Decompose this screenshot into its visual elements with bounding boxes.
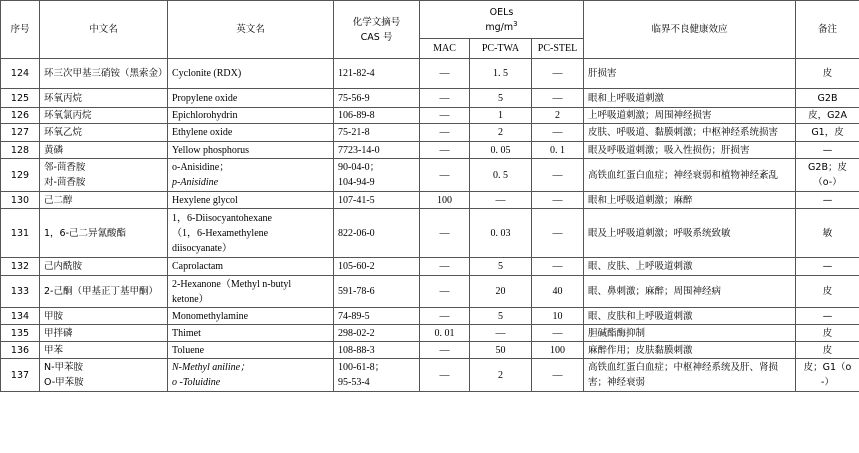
- cell-pc-stel: 0. 1: [532, 142, 584, 159]
- cell-no: 134: [1, 308, 40, 325]
- cell-note: 敏: [796, 209, 859, 258]
- cell-cas-line: 7723-14-0: [338, 144, 380, 156]
- table-row: [1, 89, 859, 108]
- cell-cn-name: [40, 142, 168, 159]
- cell-en-name-line: ketone）: [172, 293, 209, 305]
- cell-pc-stel: —: [532, 59, 584, 89]
- cell-cn-name: [40, 124, 168, 142]
- cell-effect: 眼及呼吸道刺激；吸入性损伤；肝损害: [584, 142, 796, 159]
- cell-cn-name: [40, 108, 168, 124]
- cell-en-name-line: N-Methyl aniline；: [172, 362, 251, 373]
- cell-cas-line: 104-94-9: [338, 177, 375, 188]
- cell-no: 130: [1, 192, 40, 209]
- cell-pc-twa: 2: [470, 359, 532, 392]
- header-oels: [420, 1, 584, 39]
- cell-cn-name-line: 甲拌磷: [44, 327, 73, 339]
- cell-en-name-line: o-Anisidine；: [172, 162, 230, 173]
- cell-effect: 皮肤、呼吸道、黏膜刺激；中枢神经系统损害: [584, 124, 796, 142]
- cell-cas: [334, 308, 420, 325]
- cell-effect: 肝损害: [584, 59, 796, 89]
- cell-effect: 上呼吸道刺激；周围神经损害: [584, 108, 796, 124]
- cell-no: 126: [1, 108, 40, 124]
- cell-pc-stel: 100: [532, 342, 584, 359]
- cell-cn-name-line: 对-茴香胺: [44, 177, 86, 188]
- cell-pc-stel: —: [532, 258, 584, 276]
- cell-note: —: [796, 258, 859, 276]
- cell-pc-stel: 40: [532, 276, 584, 308]
- header-cn-name: 中文名: [40, 1, 168, 59]
- cell-cn-name-line: 己二醇: [44, 194, 73, 206]
- cell-cas-line: 298-02-2: [338, 327, 375, 339]
- table-row: [1, 142, 859, 159]
- cell-cas: [334, 124, 420, 142]
- cell-pc-twa: 2: [470, 124, 532, 142]
- cell-cn-name: [40, 325, 168, 342]
- cell-en-name-line: p-Anisidine: [172, 177, 219, 188]
- cell-cas-line: 90-04-0；: [338, 162, 380, 173]
- header-cas-line1: 化学文摘号: [352, 16, 401, 28]
- cell-en-name-line: Epichlorohydrin: [172, 110, 238, 121]
- cell-note: 皮: [796, 276, 859, 308]
- cell-pc-twa: 0. 05: [470, 142, 532, 159]
- cell-effect: 眼和上呼吸道刺激: [584, 89, 796, 108]
- cell-pc-stel: —: [532, 124, 584, 142]
- cell-en-name-line: Cyclonite (RDX): [172, 68, 242, 79]
- cell-effect: 眼及上呼吸道刺激；呼吸系统致敏: [584, 209, 796, 258]
- cell-pc-twa: 0. 5: [470, 159, 532, 192]
- table-row: [1, 359, 859, 392]
- cell-en-name: [168, 59, 334, 89]
- cell-cas: [334, 258, 420, 276]
- cell-cn-name-line: 邻-茴香胺: [44, 162, 86, 173]
- cell-mac: —: [420, 209, 470, 258]
- cell-note: G2B: [796, 89, 859, 108]
- cell-no: 128: [1, 142, 40, 159]
- cell-en-name-line: Ethylene oxide: [172, 127, 233, 138]
- cell-cas-line: 108-88-3: [338, 344, 375, 356]
- cell-en-name: [168, 308, 334, 325]
- cell-effect: 眼和上呼吸道刺激；麻醉: [584, 192, 796, 209]
- cell-mac: 0. 01: [420, 325, 470, 342]
- cell-no: 136: [1, 342, 40, 359]
- cell-en-name-line: diisocyanate）: [172, 242, 232, 254]
- cell-no: 135: [1, 325, 40, 342]
- cell-pc-twa: 50: [470, 342, 532, 359]
- table-row: [1, 308, 859, 325]
- cell-cas: [334, 159, 420, 192]
- cell-cn-name-line: 环氧氯丙烷: [44, 110, 92, 121]
- cell-cas-line: 107-41-5: [338, 194, 375, 206]
- table-row: [1, 209, 859, 258]
- cell-en-name-line: 2-Hexanone（Methyl n-butyl: [172, 278, 292, 290]
- cell-mac: —: [420, 59, 470, 89]
- cell-en-name: [168, 89, 334, 108]
- cell-cas: [334, 59, 420, 89]
- cell-cas: [334, 142, 420, 159]
- cell-cas: [334, 108, 420, 124]
- cell-cas-line: 106-89-8: [338, 110, 375, 121]
- cell-mac: —: [420, 276, 470, 308]
- cell-en-name-line: 1，6-Diisocyantohexane: [172, 212, 272, 224]
- header-no: 序号: [1, 1, 40, 59]
- cell-mac: —: [420, 108, 470, 124]
- cell-cn-name: [40, 192, 168, 209]
- cell-en-name-line: o -Toluidine: [172, 377, 221, 388]
- cell-cas-line: 74-89-5: [338, 310, 370, 322]
- cell-cn-name: [40, 342, 168, 359]
- cell-pc-stel: —: [532, 359, 584, 392]
- cell-cas: [334, 192, 420, 209]
- cell-en-name: [168, 342, 334, 359]
- cell-en-name-line: Monomethylamine: [172, 310, 249, 322]
- cell-pc-stel: —: [532, 159, 584, 192]
- cell-effect: 眼、皮肤、上呼吸道刺激: [584, 258, 796, 276]
- header-mac: MAC: [420, 39, 470, 59]
- cell-no: 124: [1, 59, 40, 89]
- cell-cn-name-line: 黄磷: [44, 144, 64, 156]
- cell-cn-name: [40, 276, 168, 308]
- cell-cas-line: 95-53-4: [338, 377, 370, 388]
- cell-cas-line: 822-06-0: [338, 227, 375, 239]
- cell-cn-name-line: 甲胺: [44, 310, 64, 322]
- cell-en-name: [168, 192, 334, 209]
- cell-pc-twa: 1: [470, 108, 532, 124]
- cell-cn-name-line: 1，6-己二异氰酸酯: [44, 227, 127, 239]
- cell-mac: —: [420, 142, 470, 159]
- cell-effect: 麻醉作用；皮肤黏膜刺激: [584, 342, 796, 359]
- cell-note: G1，皮: [796, 124, 859, 142]
- table-row: [1, 124, 859, 142]
- cell-mac: —: [420, 258, 470, 276]
- cell-pc-stel: —: [532, 89, 584, 108]
- cell-note: 皮: [796, 325, 859, 342]
- cell-cas: [334, 342, 420, 359]
- cell-cn-name-line: 2-己酮（甲基正丁基甲酮）: [44, 286, 158, 297]
- cell-cn-name: [40, 89, 168, 108]
- cell-cas-line: 100-61-8；: [338, 362, 385, 373]
- header-pc-twa: PC-TWA: [470, 39, 532, 59]
- header-cas: [334, 1, 420, 59]
- cell-en-name: [168, 359, 334, 392]
- cell-mac: —: [420, 342, 470, 359]
- table-row: [1, 325, 859, 342]
- cell-no: 129: [1, 159, 40, 192]
- cell-cn-name: [40, 209, 168, 258]
- cell-cn-name-line: 环氧丙烷: [44, 92, 83, 104]
- cell-pc-stel: 2: [532, 108, 584, 124]
- cell-cn-name-line: 己内酰胺: [44, 261, 83, 272]
- cell-cas-line: 591-78-6: [338, 286, 375, 297]
- cell-en-name: [168, 142, 334, 159]
- cell-cn-name: [40, 359, 168, 392]
- cell-cn-name-line: N-甲苯胺: [44, 362, 84, 373]
- cell-en-name: [168, 258, 334, 276]
- cell-mac: —: [420, 159, 470, 192]
- cell-note: —: [796, 192, 859, 209]
- cell-pc-twa: —: [470, 192, 532, 209]
- table-row: [1, 342, 859, 359]
- cell-cas-line: 75-21-8: [338, 127, 370, 138]
- cell-cn-name: [40, 159, 168, 192]
- cell-effect: 眼、皮肤和上呼吸道刺激: [584, 308, 796, 325]
- cell-mac: —: [420, 359, 470, 392]
- cell-note: 皮，G2A: [796, 108, 859, 124]
- cell-cas: [334, 209, 420, 258]
- table-row: [1, 258, 859, 276]
- cell-pc-twa: 5: [470, 89, 532, 108]
- cell-no: 127: [1, 124, 40, 142]
- cell-en-name-line: Hexylene glycol: [172, 194, 238, 206]
- cell-note: 皮: [796, 342, 859, 359]
- cell-effect: 高铁血红蛋白血症；中枢神经系统及肝、肾损害；神经衰弱: [584, 359, 796, 392]
- header-oels-title: OELs: [489, 6, 514, 18]
- cell-no: 132: [1, 258, 40, 276]
- cell-pc-stel: —: [532, 325, 584, 342]
- cell-cas-line: 105-60-2: [338, 261, 375, 272]
- cell-en-name: [168, 276, 334, 308]
- header-note: 备注: [796, 1, 859, 59]
- cell-note: —: [796, 142, 859, 159]
- cell-en-name: [168, 159, 334, 192]
- cell-cn-name: [40, 59, 168, 89]
- cell-cn-name-line: 环氧乙烷: [44, 127, 83, 138]
- header-oels-unit: $mg/m^3$: [485, 19, 518, 33]
- table-row: [1, 159, 859, 192]
- cell-en-name-line: Thimet: [172, 327, 201, 339]
- cell-cas: [334, 325, 420, 342]
- cell-effect: 胆碱酯酶抑制: [584, 325, 796, 342]
- cell-pc-twa: 5: [470, 308, 532, 325]
- cell-mac: —: [420, 308, 470, 325]
- cell-effect: 眼、鼻刺激；麻醉；周围神经病: [584, 276, 796, 308]
- cell-cas-line: 121-82-4: [338, 68, 375, 79]
- cell-cn-name-line: 甲苯: [44, 344, 64, 356]
- header-cas-line2: CAS 号: [360, 31, 393, 43]
- cell-no: 137: [1, 359, 40, 392]
- cell-en-name: [168, 124, 334, 142]
- cell-pc-twa: 5: [470, 258, 532, 276]
- cell-en-name-line: Yellow phosphorus: [172, 144, 250, 156]
- cell-effect: 高铁血红蛋白血症；神经衰弱和植物神经紊乱: [584, 159, 796, 192]
- cell-mac: 100: [420, 192, 470, 209]
- table-body: [1, 59, 859, 392]
- cell-pc-twa: 0. 03: [470, 209, 532, 258]
- cell-pc-twa: 20: [470, 276, 532, 308]
- cell-note: 皮: [796, 59, 859, 89]
- cell-pc-twa: —: [470, 325, 532, 342]
- cell-en-name: [168, 108, 334, 124]
- cell-pc-stel: —: [532, 192, 584, 209]
- cell-en-name-line: Propylene oxide: [172, 92, 238, 104]
- cell-en-name: [168, 209, 334, 258]
- table-row: [1, 108, 859, 124]
- header-effect: 临界不良健康效应: [584, 1, 796, 59]
- cell-pc-stel: 10: [532, 308, 584, 325]
- cell-cas: [334, 276, 420, 308]
- cell-en-name: [168, 325, 334, 342]
- cell-no: 125: [1, 89, 40, 108]
- cell-note: 皮；G1（o -）: [796, 359, 859, 392]
- cell-cas: [334, 359, 420, 392]
- table-row: [1, 276, 859, 308]
- cell-pc-stel: —: [532, 209, 584, 258]
- cell-mac: —: [420, 124, 470, 142]
- cell-en-name-line: （1，6-Hexamethylene: [172, 227, 269, 239]
- cell-en-name-line: Caprolactam: [172, 261, 224, 272]
- cell-cn-name: [40, 308, 168, 325]
- cell-no: 131: [1, 209, 40, 258]
- cell-en-name-line: Toluene: [172, 344, 205, 356]
- cell-note: G2B；皮（o-）: [796, 159, 859, 192]
- cell-cn-name: [40, 258, 168, 276]
- table-row: [1, 192, 859, 209]
- cell-pc-twa: 1. 5: [470, 59, 532, 89]
- cell-cas: [334, 89, 420, 108]
- cell-no: 133: [1, 276, 40, 308]
- header-pc-stel: PC-STEL: [532, 39, 584, 59]
- cell-cn-name-line: O-甲苯胺: [44, 377, 84, 388]
- cell-note: —: [796, 308, 859, 325]
- header-en-name: 英文名: [168, 1, 334, 59]
- cell-cn-name-line: 环三次甲基三硝铵（黑索金）: [44, 68, 168, 79]
- cell-mac: —: [420, 89, 470, 108]
- table-row: [1, 59, 859, 89]
- cell-cas-line: 75-56-9: [338, 92, 370, 104]
